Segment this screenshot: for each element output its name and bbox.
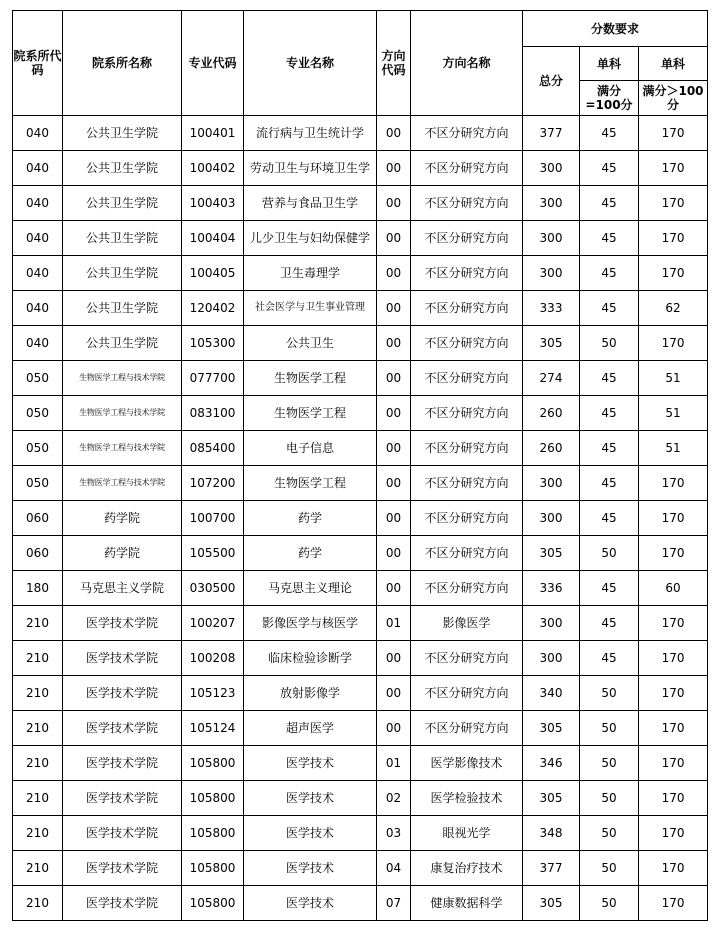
dir-code-cell: 00 [377,326,411,361]
total-score-cell: 377 [523,116,580,151]
single-subject-100-cell: 45 [580,361,639,396]
dept-name-cell: 医学技术学院 [63,816,182,851]
dept-code-cell: 040 [13,116,63,151]
major-name-cell: 电子信息 [244,431,377,466]
dir-name-cell: 不区分研究方向 [411,676,523,711]
single-subject-100-cell: 50 [580,536,639,571]
single-subject-over100-cell: 170 [639,536,708,571]
total-score-cell: 300 [523,256,580,291]
header-full-over-100: 满分＞100分 [639,81,708,116]
dept-name-cell: 药学院 [63,501,182,536]
single-subject-over100-cell: 51 [639,431,708,466]
header-dir-name: 方向名称 [411,11,523,116]
single-subject-over100-cell: 170 [639,326,708,361]
dept-name-cell: 医学技术学院 [63,676,182,711]
dept-name-cell: 公共卫生学院 [63,186,182,221]
major-code-cell: 100405 [182,256,244,291]
total-score-cell: 260 [523,396,580,431]
single-subject-100-cell: 45 [580,256,639,291]
dept-code-cell: 210 [13,781,63,816]
single-subject-over100-cell: 170 [639,221,708,256]
dir-name-cell: 康复治疗技术 [411,851,523,886]
major-code-cell: 100700 [182,501,244,536]
table-row [13,676,708,711]
total-score-cell: 300 [523,501,580,536]
dir-code-cell: 00 [377,676,411,711]
dept-name-cell: 生物医学工程与技术学院 [63,396,182,431]
dir-name-cell: 健康数据科学 [411,886,523,921]
table-row [13,571,708,606]
dir-code-cell: 00 [377,431,411,466]
single-subject-over100-cell: 170 [639,886,708,921]
header-major-name: 专业名称 [244,11,377,116]
header-score-requirements: 分数要求 [523,11,708,47]
dir-name-cell: 不区分研究方向 [411,536,523,571]
dir-code-cell: 00 [377,116,411,151]
total-score-cell: 300 [523,221,580,256]
dept-code-cell: 060 [13,501,63,536]
table-row [13,816,708,851]
dir-code-cell: 00 [377,396,411,431]
major-code-cell: 030500 [182,571,244,606]
dir-name-cell: 医学检验技术 [411,781,523,816]
single-subject-100-cell: 50 [580,326,639,361]
single-subject-over100-cell: 170 [639,466,708,501]
table-row [13,851,708,886]
major-code-cell: 100207 [182,606,244,641]
dept-name-cell: 医学技术学院 [63,711,182,746]
header-dir-code: 方向代码 [377,11,411,116]
single-subject-100-cell: 45 [580,571,639,606]
single-subject-100-cell: 45 [580,396,639,431]
total-score-cell: 300 [523,641,580,676]
major-name-cell: 儿少卫生与妇幼保健学 [244,221,377,256]
single-subject-100-cell: 45 [580,606,639,641]
major-code-cell: 100404 [182,221,244,256]
header-single-subject-1: 单科 [580,47,639,81]
dept-name-cell: 生物医学工程与技术学院 [63,431,182,466]
major-name-cell: 社会医学与卫生事业管理 [244,291,377,326]
header-full-100: 满分=100分 [580,81,639,116]
dir-name-cell: 不区分研究方向 [411,571,523,606]
dept-code-cell: 050 [13,466,63,501]
dept-code-cell: 040 [13,291,63,326]
major-name-cell: 流行病与卫生统计学 [244,116,377,151]
dir-code-cell: 03 [377,816,411,851]
table-row [13,641,708,676]
dept-code-cell: 050 [13,361,63,396]
dept-code-cell: 210 [13,676,63,711]
dir-code-cell: 02 [377,781,411,816]
table-row [13,886,708,921]
dir-code-cell: 00 [377,571,411,606]
dept-name-cell: 公共卫生学院 [63,116,182,151]
admission-score-table [12,10,708,921]
dir-name-cell: 不区分研究方向 [411,186,523,221]
single-subject-over100-cell: 170 [639,746,708,781]
major-code-cell: 105300 [182,326,244,361]
dept-code-cell: 180 [13,571,63,606]
dept-code-cell: 210 [13,816,63,851]
single-subject-100-cell: 45 [580,151,639,186]
total-score-cell: 305 [523,711,580,746]
dir-code-cell: 00 [377,291,411,326]
dir-code-cell: 00 [377,361,411,396]
single-subject-over100-cell: 60 [639,571,708,606]
dept-code-cell: 040 [13,151,63,186]
single-subject-100-cell: 45 [580,291,639,326]
dir-name-cell: 不区分研究方向 [411,501,523,536]
dir-name-cell: 不区分研究方向 [411,116,523,151]
header-dept-code: 院系所代码 [13,11,63,116]
single-subject-over100-cell: 170 [639,851,708,886]
dept-code-cell: 040 [13,221,63,256]
dept-code-cell: 210 [13,641,63,676]
major-code-cell: 105123 [182,676,244,711]
table-row [13,361,708,396]
dept-name-cell: 医学技术学院 [63,606,182,641]
single-subject-100-cell: 50 [580,781,639,816]
single-subject-over100-cell: 170 [639,151,708,186]
major-name-cell: 临床检验诊断学 [244,641,377,676]
table-row [13,711,708,746]
table-row [13,431,708,466]
table-row [13,501,708,536]
single-subject-100-cell: 50 [580,711,639,746]
single-subject-over100-cell: 170 [639,256,708,291]
major-code-cell: 083100 [182,396,244,431]
table-row [13,466,708,501]
major-name-cell: 药学 [244,501,377,536]
table-row [13,221,708,256]
major-name-cell: 生物医学工程 [244,361,377,396]
major-name-cell: 公共卫生 [244,326,377,361]
total-score-cell: 305 [523,886,580,921]
dir-name-cell: 不区分研究方向 [411,361,523,396]
single-subject-100-cell: 45 [580,466,639,501]
total-score-cell: 260 [523,431,580,466]
major-name-cell: 影像医学与核医学 [244,606,377,641]
dir-code-cell: 01 [377,746,411,781]
major-name-cell: 劳动卫生与环境卫生学 [244,151,377,186]
single-subject-100-cell: 50 [580,746,639,781]
table-row [13,116,708,151]
dept-code-cell: 210 [13,886,63,921]
dir-name-cell: 医学影像技术 [411,746,523,781]
dept-name-cell: 生物医学工程与技术学院 [63,361,182,396]
single-subject-over100-cell: 62 [639,291,708,326]
dir-code-cell: 00 [377,711,411,746]
total-score-cell: 305 [523,781,580,816]
major-code-cell: 085400 [182,431,244,466]
header-single-subject-2: 单科 [639,47,708,81]
major-code-cell: 100403 [182,186,244,221]
table-row [13,536,708,571]
dir-code-cell: 00 [377,256,411,291]
dept-name-cell: 公共卫生学院 [63,151,182,186]
major-name-cell: 药学 [244,536,377,571]
major-code-cell: 105800 [182,746,244,781]
dir-name-cell: 不区分研究方向 [411,326,523,361]
total-score-cell: 333 [523,291,580,326]
dir-name-cell: 不区分研究方向 [411,711,523,746]
dept-name-cell: 医学技术学院 [63,886,182,921]
single-subject-over100-cell: 51 [639,361,708,396]
dir-code-cell: 00 [377,536,411,571]
dir-name-cell: 眼视光学 [411,816,523,851]
major-code-cell: 107200 [182,466,244,501]
dir-code-cell: 00 [377,221,411,256]
single-subject-over100-cell: 170 [639,116,708,151]
dept-code-cell: 060 [13,536,63,571]
major-name-cell: 医学技术 [244,816,377,851]
single-subject-over100-cell: 170 [639,781,708,816]
total-score-cell: 274 [523,361,580,396]
major-name-cell: 卫生毒理学 [244,256,377,291]
single-subject-100-cell: 45 [580,116,639,151]
single-subject-100-cell: 45 [580,186,639,221]
single-subject-100-cell: 50 [580,676,639,711]
header-major-code: 专业代码 [182,11,244,116]
single-subject-100-cell: 50 [580,816,639,851]
major-code-cell: 105800 [182,816,244,851]
dept-name-cell: 公共卫生学院 [63,221,182,256]
total-score-cell: 300 [523,151,580,186]
total-score-cell: 300 [523,186,580,221]
dir-code-cell: 07 [377,886,411,921]
major-code-cell: 105124 [182,711,244,746]
dept-code-cell: 210 [13,711,63,746]
dept-name-cell: 公共卫生学院 [63,256,182,291]
dept-code-cell: 210 [13,746,63,781]
dir-code-cell: 00 [377,466,411,501]
single-subject-over100-cell: 170 [639,186,708,221]
major-name-cell: 医学技术 [244,851,377,886]
single-subject-100-cell: 45 [580,501,639,536]
major-code-cell: 105800 [182,886,244,921]
single-subject-100-cell: 45 [580,221,639,256]
single-subject-100-cell: 45 [580,641,639,676]
dept-code-cell: 210 [13,851,63,886]
dir-name-cell: 不区分研究方向 [411,291,523,326]
major-code-cell: 100401 [182,116,244,151]
total-score-cell: 300 [523,606,580,641]
dept-code-cell: 210 [13,606,63,641]
major-code-cell: 100208 [182,641,244,676]
single-subject-100-cell: 45 [580,431,639,466]
major-name-cell: 放射影像学 [244,676,377,711]
single-subject-over100-cell: 51 [639,396,708,431]
dept-code-cell: 040 [13,326,63,361]
header-dept-name: 院系所名称 [63,11,182,116]
dir-name-cell: 不区分研究方向 [411,431,523,466]
major-name-cell: 生物医学工程 [244,466,377,501]
dir-code-cell: 00 [377,186,411,221]
dept-name-cell: 公共卫生学院 [63,326,182,361]
dept-code-cell: 050 [13,431,63,466]
dept-name-cell: 公共卫生学院 [63,291,182,326]
major-name-cell: 营养与食品卫生学 [244,186,377,221]
dept-name-cell: 马克思主义学院 [63,571,182,606]
total-score-cell: 336 [523,571,580,606]
major-name-cell: 生物医学工程 [244,396,377,431]
dir-code-cell: 01 [377,606,411,641]
dir-name-cell: 不区分研究方向 [411,396,523,431]
dir-code-cell: 00 [377,501,411,536]
single-subject-100-cell: 50 [580,886,639,921]
dept-name-cell: 医学技术学院 [63,746,182,781]
single-subject-100-cell: 50 [580,851,639,886]
total-score-cell: 305 [523,536,580,571]
dept-name-cell: 医学技术学院 [63,851,182,886]
total-score-cell: 348 [523,816,580,851]
total-score-cell: 340 [523,676,580,711]
dir-name-cell: 影像医学 [411,606,523,641]
dept-name-cell: 生物医学工程与技术学院 [63,466,182,501]
major-name-cell: 医学技术 [244,886,377,921]
total-score-cell: 377 [523,851,580,886]
table-row [13,326,708,361]
major-code-cell: 105500 [182,536,244,571]
dir-code-cell: 04 [377,851,411,886]
major-name-cell: 医学技术 [244,746,377,781]
dept-name-cell: 医学技术学院 [63,781,182,816]
dept-code-cell: 050 [13,396,63,431]
single-subject-over100-cell: 170 [639,501,708,536]
single-subject-over100-cell: 170 [639,816,708,851]
table-row [13,396,708,431]
major-code-cell: 105800 [182,851,244,886]
major-name-cell: 超声医学 [244,711,377,746]
table-row [13,781,708,816]
dir-name-cell: 不区分研究方向 [411,466,523,501]
total-score-cell: 305 [523,326,580,361]
dept-code-cell: 040 [13,256,63,291]
major-name-cell: 马克思主义理论 [244,571,377,606]
table-row [13,256,708,291]
single-subject-over100-cell: 170 [639,641,708,676]
dir-code-cell: 00 [377,151,411,186]
dir-name-cell: 不区分研究方向 [411,256,523,291]
single-subject-over100-cell: 170 [639,711,708,746]
single-subject-over100-cell: 170 [639,606,708,641]
table-row [13,291,708,326]
major-code-cell: 120402 [182,291,244,326]
header-total-score: 总分 [523,47,580,116]
dir-code-cell: 00 [377,641,411,676]
dir-name-cell: 不区分研究方向 [411,221,523,256]
major-name-cell: 医学技术 [244,781,377,816]
major-code-cell: 100402 [182,151,244,186]
table-row [13,151,708,186]
major-code-cell: 077700 [182,361,244,396]
total-score-cell: 300 [523,466,580,501]
dir-name-cell: 不区分研究方向 [411,641,523,676]
table-row [13,186,708,221]
table-row [13,606,708,641]
table-row [13,746,708,781]
total-score-cell: 346 [523,746,580,781]
major-code-cell: 105800 [182,781,244,816]
dept-code-cell: 040 [13,186,63,221]
single-subject-over100-cell: 170 [639,676,708,711]
dir-name-cell: 不区分研究方向 [411,151,523,186]
dept-name-cell: 医学技术学院 [63,641,182,676]
dept-name-cell: 药学院 [63,536,182,571]
